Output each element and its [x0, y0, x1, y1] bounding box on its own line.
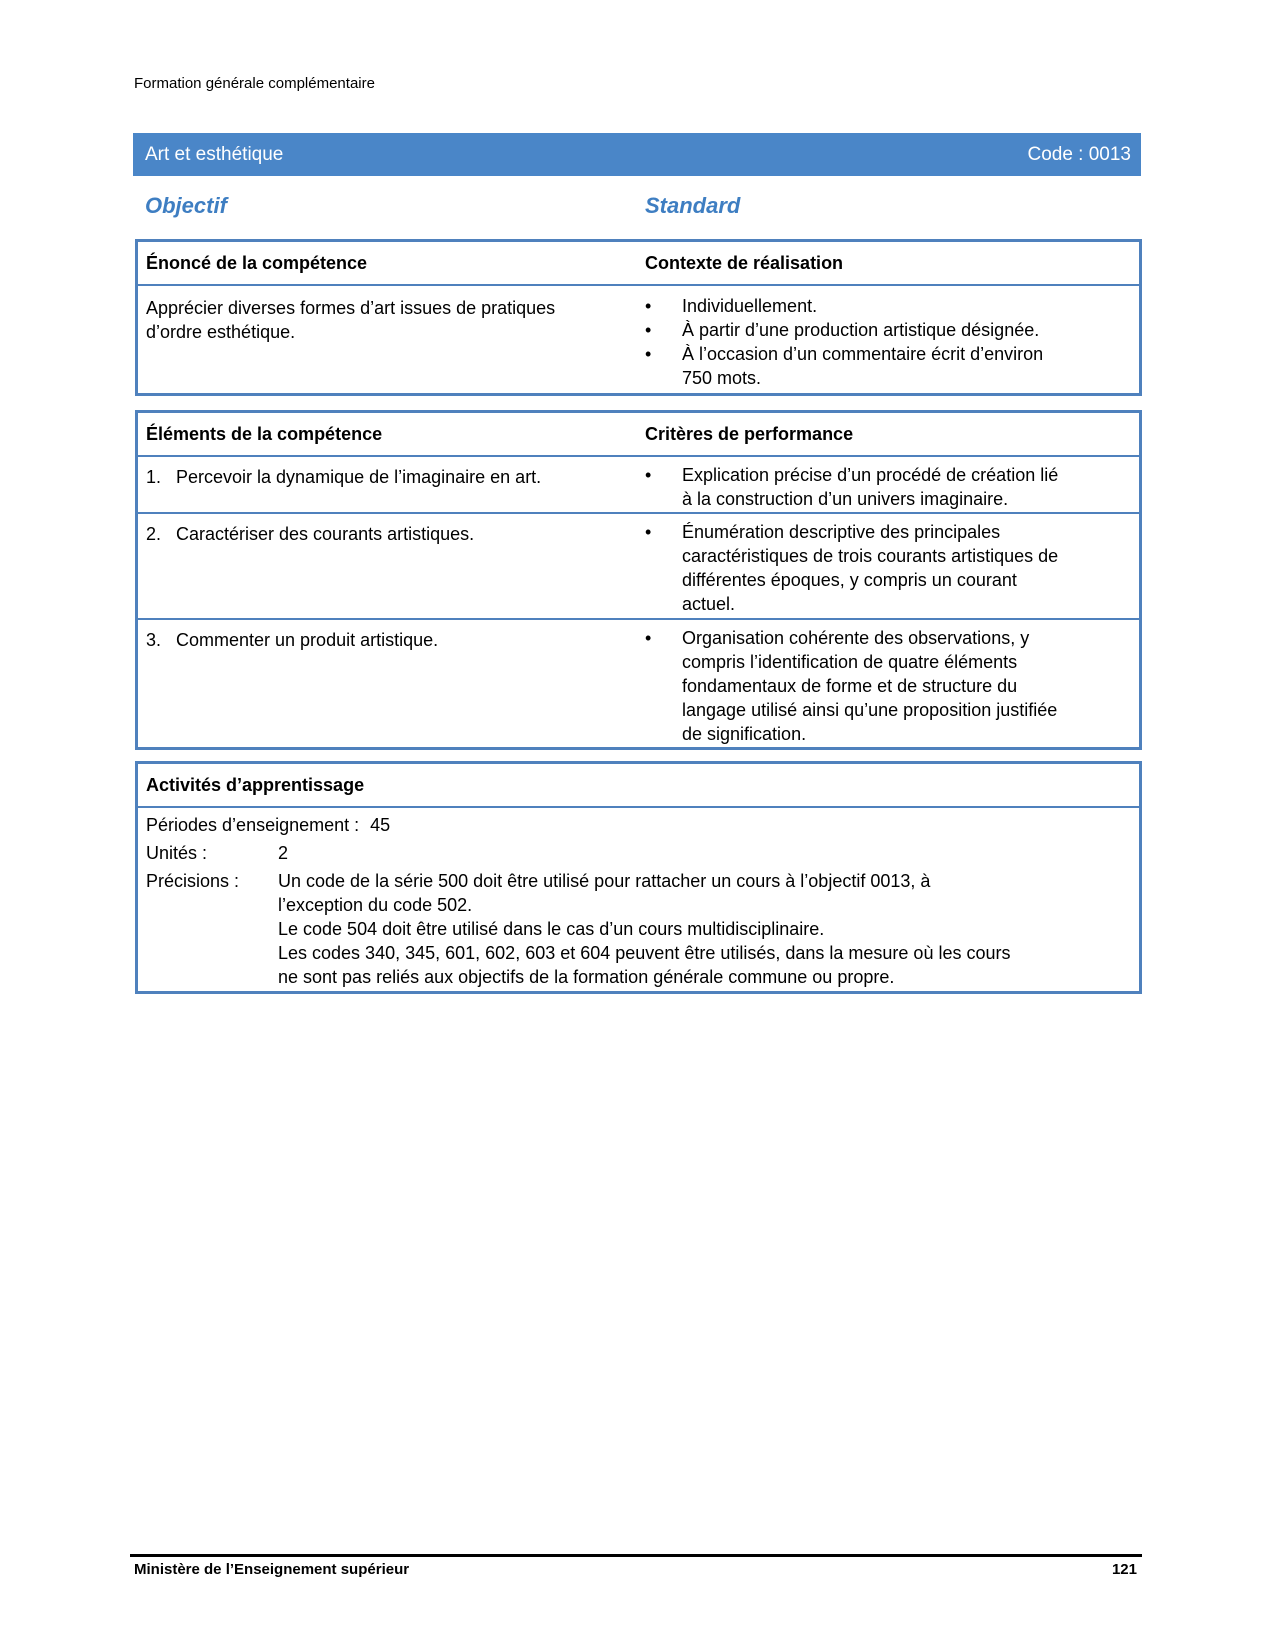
running-header: Formation générale complémentaire [134, 75, 375, 92]
criteria-text: langage utilisé ainsi qu’une proposition justifiée [682, 700, 1058, 720]
page-number: 121 [1111, 1561, 1137, 1578]
competence-header-right: Contexte de réalisation [645, 253, 844, 273]
activities-header-title: Activités d’apprentissage [146, 775, 365, 795]
footer-ministry: Ministère de l’Enseignement supérieur [134, 1561, 410, 1578]
list-item [645, 626, 1125, 746]
standard-heading: Standard [645, 193, 741, 218]
bullet-icon: • [645, 465, 652, 485]
competence-header [138, 242, 1139, 286]
criteria-cell [645, 520, 1125, 616]
precision-line: Un code de la série 500 doit être utilisé pour rattacher un cours à l’objectif 0013, à [278, 871, 931, 891]
element-number: 3. [146, 630, 162, 650]
bullet-icon: • [645, 628, 652, 648]
criteria-cell [645, 626, 1125, 746]
criteria-text: différentes époques, y compris un courant [682, 570, 1017, 590]
competence-statement [146, 296, 555, 344]
criteria-text: Organisation cohérente des observations, y [682, 628, 1030, 648]
criteria-text: compris l’identification de quatre éléments [682, 652, 1018, 672]
element-cell [146, 465, 541, 489]
precision-line: Les codes 340, 345, 601, 602, 603 et 604 peuvent être utilisés, dans la mesure où les cours [278, 943, 1011, 963]
criteria-cell [645, 463, 1125, 511]
list-item [645, 342, 1125, 390]
course-code: Code : 0013 [1027, 144, 1131, 165]
activities-header [138, 764, 1139, 808]
competence-box [135, 239, 1142, 396]
table-row [138, 620, 1139, 748]
precisions-label: Précisions : [146, 871, 240, 891]
periods-label: Périodes d’enseignement : [146, 815, 360, 835]
criteria-text: Énumération descriptive des principales [682, 522, 1001, 542]
competence-statement-line: d’ordre esthétique. [146, 322, 296, 342]
competence-header-left: Énoncé de la compétence [146, 253, 368, 273]
objectif-heading: Objectif [145, 193, 227, 218]
periods-value: 45 [370, 815, 391, 835]
context-text: À l’occasion d’un commentaire écrit d’environ [682, 344, 1044, 364]
context-text: À partir d’une production artistique désignée. [682, 320, 1040, 340]
units-value: 2 [278, 843, 289, 863]
context-text: 750 mots. [682, 368, 762, 388]
bullet-icon: • [645, 320, 652, 340]
competence-statement-line: Apprécier diverses formes d’art issues de pratiques [146, 298, 556, 318]
element-number: 2. [146, 524, 162, 544]
units-label: Unités : [146, 843, 208, 863]
element-cell [146, 628, 438, 652]
element-text: Commenter un produit artistique. [176, 630, 439, 650]
element-text: Caractériser des courants artistiques. [176, 524, 475, 544]
precisions-line [146, 869, 1128, 989]
table-row [138, 457, 1139, 514]
context-list [645, 294, 1125, 390]
footer-divider [130, 1554, 1142, 1557]
title-bar [133, 133, 1141, 176]
precision-line: ne sont pas reliés aux objectifs de la formation générale commune ou propre. [278, 967, 895, 987]
criteria-text: de signification. [682, 724, 807, 744]
table-row [138, 514, 1139, 620]
criteria-text: fondamentaux de forme et de structure du [682, 676, 1018, 696]
activities-box [135, 761, 1142, 994]
list-item [645, 520, 1125, 616]
context-text: Individuellement. [682, 296, 818, 316]
list-item [645, 318, 1125, 342]
criteria-text: caractéristiques de trois courants artistiques de [682, 546, 1059, 566]
element-number: 1. [146, 467, 162, 487]
elements-header-right: Critères de performance [645, 424, 854, 444]
element-text: Percevoir la dynamique de l’imaginaire en art. [176, 467, 542, 487]
bullet-icon: • [645, 344, 652, 364]
course-title: Art et esthétique [145, 144, 284, 165]
bullet-icon: • [645, 296, 652, 316]
list-item [645, 294, 1125, 318]
element-cell [146, 522, 474, 546]
periods-line [146, 813, 390, 837]
units-line [146, 841, 288, 865]
criteria-text: Explication précise d’un procédé de création lié [682, 465, 1059, 485]
list-item [645, 463, 1125, 511]
elements-header-left: Éléments de la compétence [146, 424, 383, 444]
precision-line: l’exception du code 502. [278, 895, 473, 915]
bullet-icon: • [645, 522, 652, 542]
elements-box [135, 410, 1142, 750]
criteria-text: à la construction d’un univers imaginaire. [682, 489, 1009, 509]
precision-line: Le code 504 doit être utilisé dans le cas d’un cours multidisciplinaire. [278, 919, 825, 939]
elements-header [138, 413, 1139, 457]
criteria-text: actuel. [682, 594, 736, 614]
precisions-text [278, 869, 1128, 989]
